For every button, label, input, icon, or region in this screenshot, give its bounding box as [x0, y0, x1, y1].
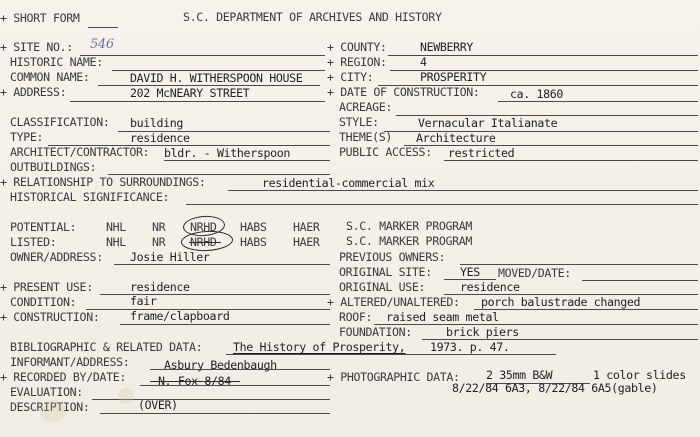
construction-line — [120, 324, 330, 325]
condition-label: CONDITION: — [10, 295, 77, 309]
relationship-value: residential-commercial mix — [262, 176, 435, 190]
public-access-value: restricted — [448, 146, 515, 160]
style-value: Vernacular Italianate — [418, 116, 558, 130]
description-value: (OVER) — [138, 398, 178, 412]
date-value: ca. 1860 — [510, 87, 564, 101]
roof-line — [374, 324, 698, 325]
roof-value: raised seam metal — [386, 310, 499, 324]
photo-line1: 2 35mm B&W — [486, 368, 553, 382]
address-value: 202 McNEARY STREET — [130, 86, 250, 100]
relationship-line — [228, 190, 698, 191]
date-line — [498, 101, 698, 102]
listed-nhl: NHL — [106, 235, 126, 249]
listed-nrhd: NRHD — [190, 235, 217, 249]
construction-value: frame/clapboard — [130, 309, 230, 323]
listed-haer: HAER — [293, 235, 320, 249]
region-label: + REGION: — [327, 55, 387, 69]
county-value: NEWBERRY — [420, 40, 474, 54]
evaluation-label: EVALUATION: — [10, 385, 83, 399]
informant-value: Asbury Bedenbaugh — [164, 358, 277, 372]
acreage-label: ACREAGE: — [339, 100, 393, 114]
type-value: residence — [130, 131, 190, 145]
paper-blemish — [40, 400, 66, 422]
potential-habs: HABS — [240, 220, 267, 234]
site-no-line — [80, 55, 325, 56]
architect-line — [164, 160, 330, 161]
owner-line — [114, 264, 330, 265]
outbuildings-label: OUTBUILDINGS: — [10, 160, 97, 174]
architect-value: bldr. - Witherspoon — [164, 146, 290, 160]
bibliographic-rest: 1973. p. 47. — [430, 340, 510, 354]
listed-marker: S.C. MARKER PROGRAM — [346, 234, 472, 248]
short-form-line — [88, 27, 118, 28]
paper-blemish — [118, 388, 134, 404]
altered-line — [474, 309, 698, 310]
condition-value: fair — [130, 294, 157, 308]
address-label: + ADDRESS: — [0, 85, 67, 99]
bibliographic-title: The History of Prosperity, — [233, 340, 406, 354]
potential-nhl: NHL — [106, 220, 126, 234]
theme-value: Architecture — [416, 131, 496, 145]
architect-label: ARCHITECT/CONTRACTOR: — [10, 145, 150, 159]
previous-owners-line — [460, 264, 698, 265]
common-name-label: COMMON NAME: — [10, 70, 90, 84]
public-access-line — [444, 160, 698, 161]
original-site-value: YES — [460, 265, 480, 279]
city-value: PROSPERITY — [420, 70, 487, 84]
photo-line2: 8/22/84 6A3, 8/22/84 6A5(gable) — [452, 381, 658, 395]
listed-habs: HABS — [240, 235, 267, 249]
recorded-value: N. Fox 8/84 — [158, 374, 231, 388]
relationship-label: + RELATIONSHIP TO SURROUNDINGS: — [0, 175, 206, 189]
classification-value: building — [130, 116, 184, 130]
historic-name-label: HISTORIC NAME: — [10, 55, 103, 69]
significance-line — [186, 204, 698, 205]
original-site-label: ORIGINAL SITE: — [339, 265, 432, 279]
listed-nr: NR — [152, 235, 166, 249]
altered-value: porch balustrade changed — [481, 295, 641, 309]
significance-label: HISTORICAL SIGNIFICANCE: — [10, 190, 170, 204]
present-use-value: residence — [130, 280, 190, 294]
common-name-value: DAVID H. WITHERSPOON HOUSE — [130, 71, 303, 85]
description-line — [100, 413, 330, 414]
roof-label: ROOF: — [339, 310, 373, 324]
owner-label: OWNER/ADDRESS: — [10, 250, 103, 264]
public-access-label: PUBLIC ACCESS: — [339, 145, 432, 159]
present-use-label: + PRESENT USE: — [0, 280, 93, 294]
recorded-line — [140, 385, 330, 386]
potential-label: POTENTIAL: — [10, 220, 77, 234]
owner-value: Josie Hiller — [130, 250, 210, 264]
county-label: + COUNTY: — [327, 40, 387, 54]
type-label: TYPE: — [10, 130, 44, 144]
foundation-value: brick piers — [446, 325, 519, 339]
moved-date-line — [582, 280, 698, 281]
site-no-value: 546 — [90, 37, 114, 52]
potential-haer: HAER — [293, 220, 320, 234]
bibliographic-line — [226, 354, 556, 355]
recorded-label: + RECORDED BY/DATE: — [0, 370, 126, 384]
region-value: 4 — [420, 55, 427, 69]
foundation-label: FOUNDATION: — [339, 325, 412, 339]
moved-date-label: MOVED/DATE: — [498, 266, 571, 280]
date-label: + DATE OF CONSTRUCTION: — [327, 85, 480, 99]
description-label: DESCRIPTION: — [10, 400, 90, 414]
agency-title: S.C. DEPARTMENT OF ARCHIVES AND HISTORY — [183, 10, 442, 24]
original-use-value: residence — [460, 280, 520, 294]
county-line — [388, 55, 698, 56]
classification-label: CLASSIFICATION: — [10, 115, 110, 129]
altered-label: + ALTERED/UNALTERED: — [327, 295, 460, 309]
recorded-strike — [150, 381, 240, 382]
potential-nrhd: NRHD — [190, 220, 217, 234]
photo-slides: 1 color slides — [593, 368, 686, 382]
site-no-label: + SITE NO.: — [0, 40, 73, 54]
listed-label: LISTED: — [10, 235, 57, 249]
style-label: STYLE: — [339, 115, 379, 129]
potential-marker: S.C. MARKER PROGRAM — [346, 219, 472, 233]
city-label: + CITY: — [327, 70, 374, 84]
address-line — [70, 101, 325, 102]
previous-owners-label: PREVIOUS OWNERS: — [339, 250, 446, 264]
photo-label: + PHOTOGRAPHIC DATA: — [327, 370, 460, 384]
listed-nrhd-strike — [189, 242, 221, 243]
construction-label: + CONSTRUCTION: — [0, 310, 100, 324]
short-form-label: + SHORT FORM — [0, 11, 80, 25]
original-use-label: ORIGINAL USE: — [339, 280, 426, 294]
theme-label: THEME(S) — [339, 130, 393, 144]
informant-label: INFORMANT/ADDRESS: — [10, 355, 130, 369]
informant-line — [150, 369, 330, 370]
bibliographic-label: BIBLIOGRAPHIC & RELATED DATA: — [10, 340, 203, 354]
potential-nr: NR — [152, 220, 166, 234]
